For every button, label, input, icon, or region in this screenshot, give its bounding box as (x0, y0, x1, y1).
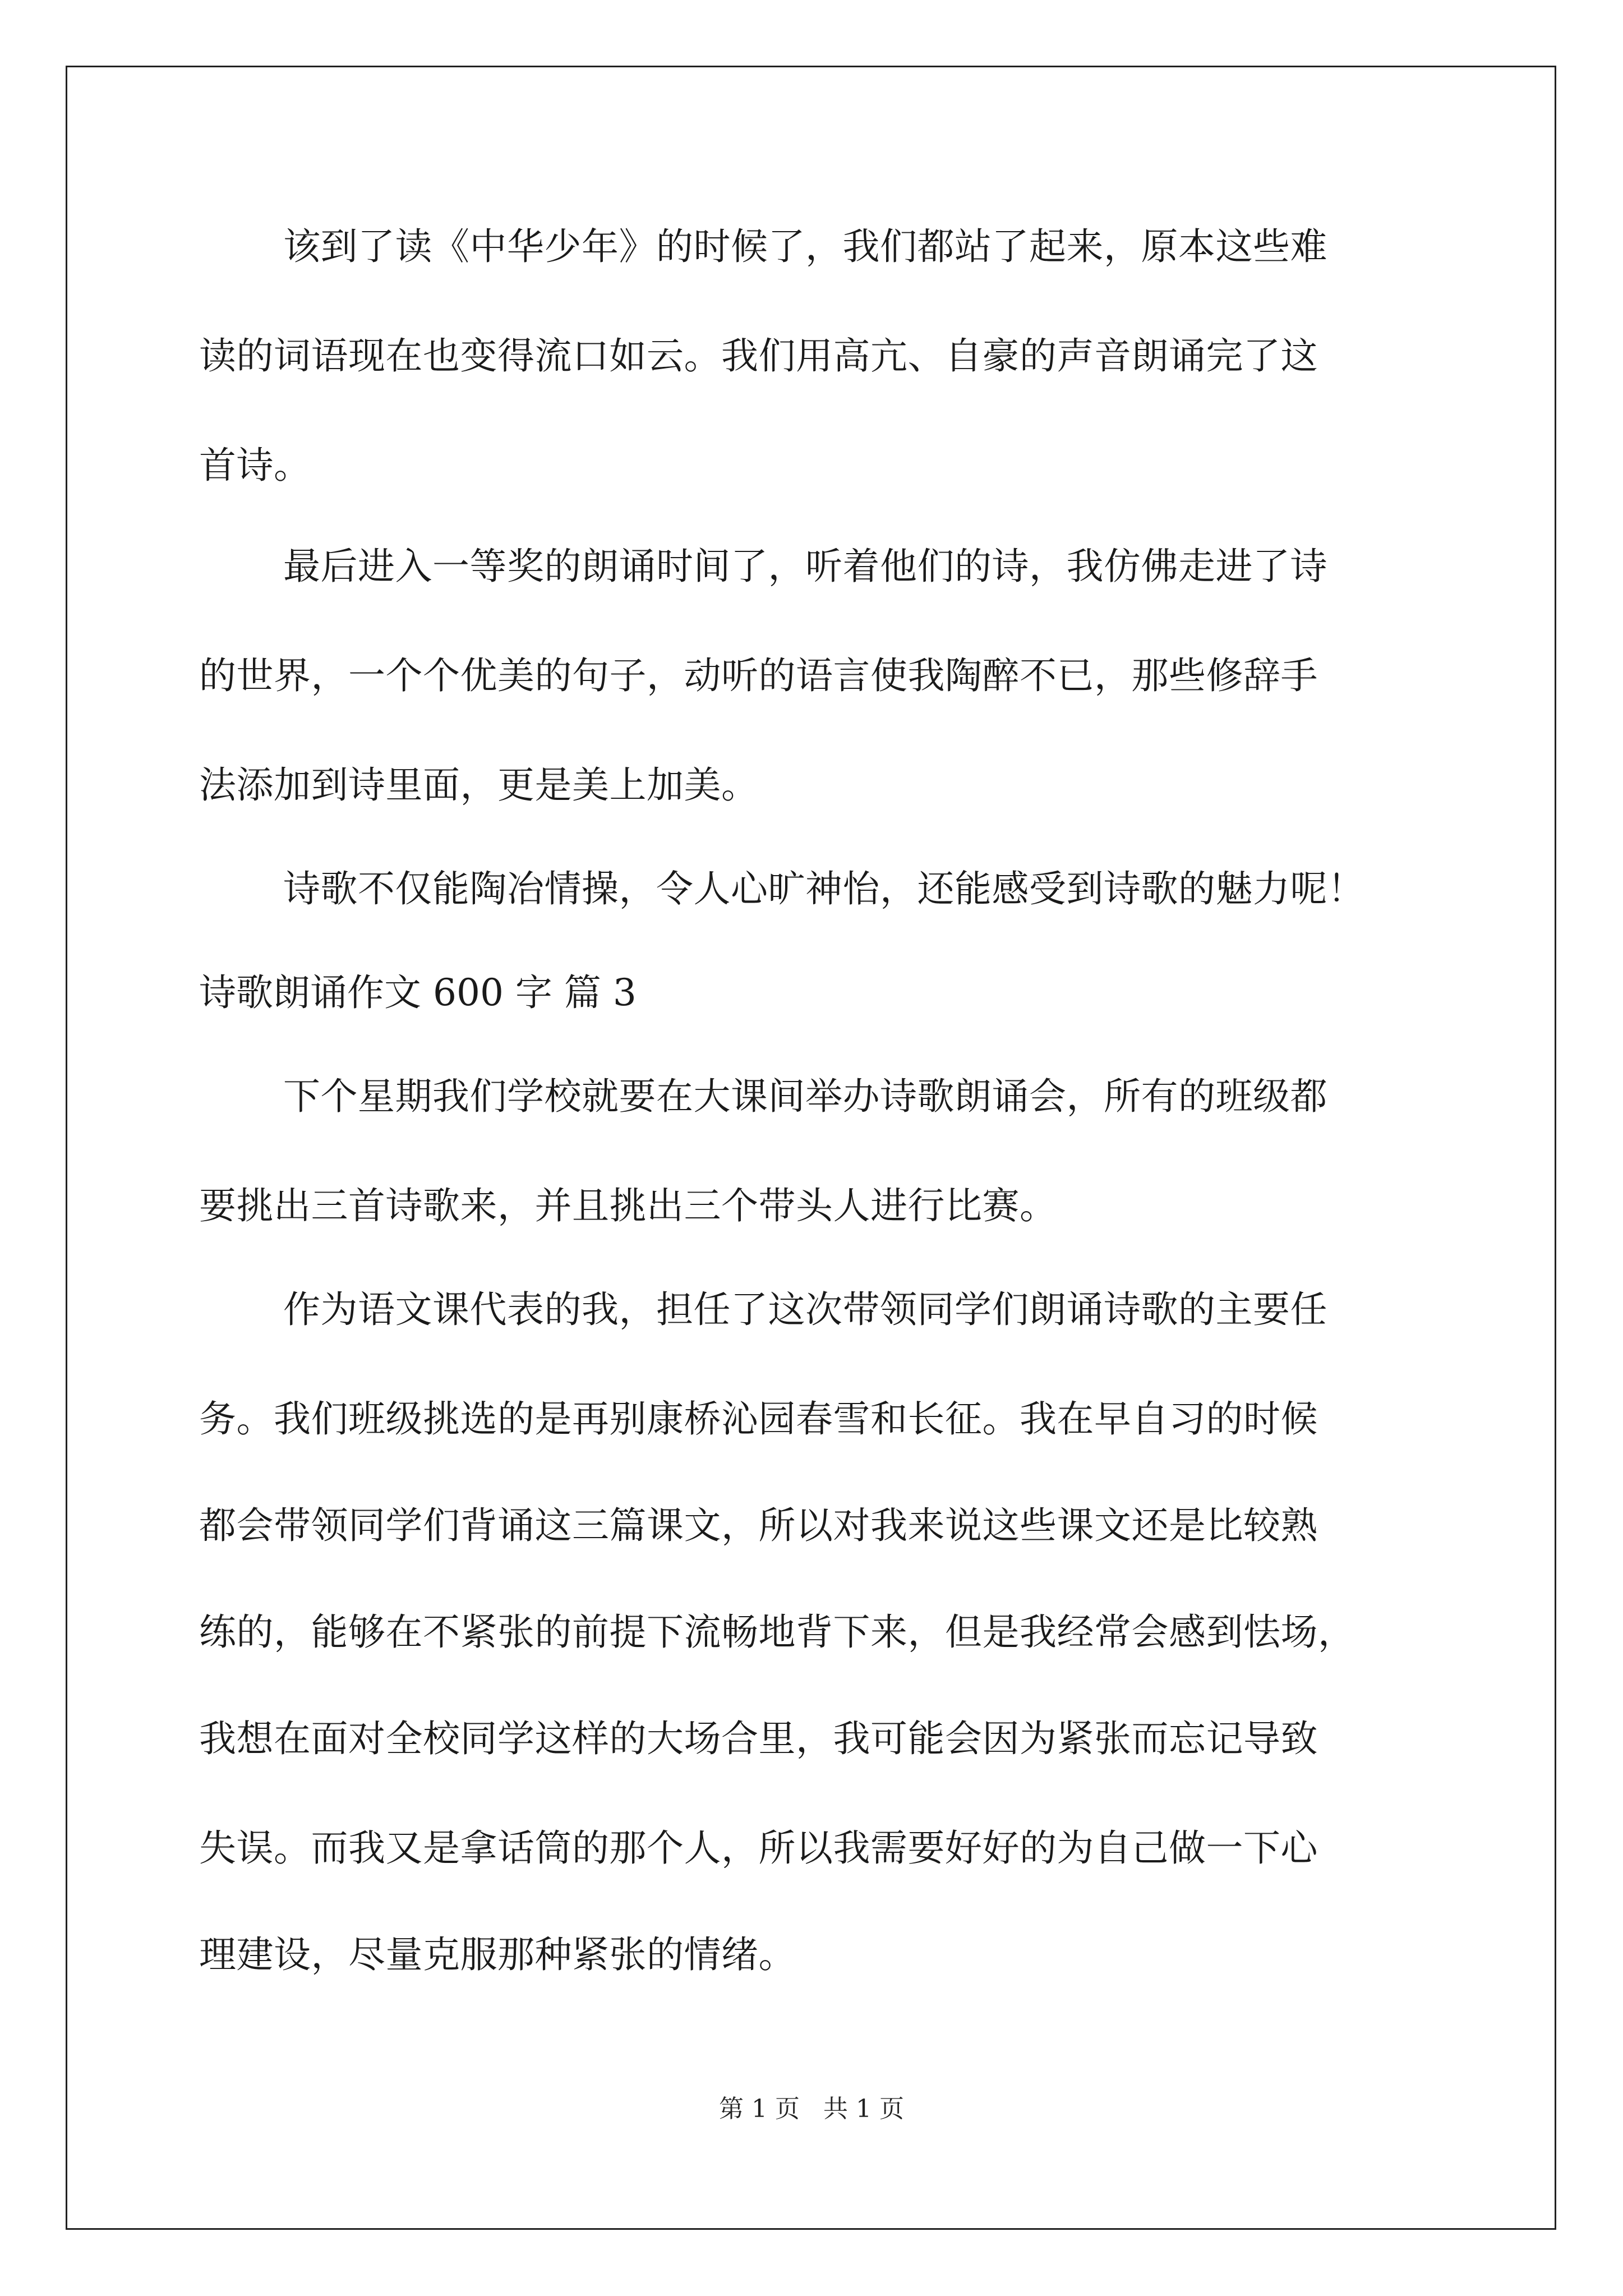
paragraph-line: 作为语文课代表的我，担任了这次带领同学们朗诵诗歌的主要任 (283, 1288, 1327, 1331)
paragraph-line: 要挑出三首诗歌来，并且挑出三个带头人进行比赛。 (199, 1184, 1057, 1227)
paragraph-line: 诗歌不仅能陶冶情操，令人心旷神怡，还能感受到诗歌的魅力呢！ (283, 867, 1365, 910)
paragraph-line: 该到了读《中华少年》的时候了，我们都站了起来，原本这些难 (283, 225, 1327, 268)
paragraph-line: 练的，能够在不紧张的前提下流畅地背下来，但是我经常会感到怯场， (199, 1611, 1355, 1654)
page-footer (0, 2092, 1623, 2126)
paragraph-line: 最后进入一等奖的朗诵时间了，听着他们的诗，我仿佛走进了诗 (283, 545, 1327, 588)
paragraph-line: 务。我们班级挑选的是再别康桥沁园春雪和长征。我在早自习的时候 (199, 1397, 1318, 1441)
section-heading: 诗歌朗诵作文 600 字 篇 3 (199, 971, 637, 1014)
paragraph-line: 的世界，一个个优美的句子，动听的语言使我陶醉不已，那些修辞手 (199, 654, 1318, 697)
page-number-current: 第 1 页 (719, 2095, 800, 2123)
paragraph-line: 都会带领同学们背诵这三篇课文，所以对我来说这些课文还是比较熟 (199, 1504, 1318, 1547)
page-number-total: 共 1 页 (823, 2095, 904, 2123)
paragraph-line: 下个星期我们学校就要在大课间举办诗歌朗诵会，所有的班级都 (283, 1075, 1327, 1118)
paragraph-line: 失误。而我又是拿话筒的那个人，所以我需要好好的为自己做一下心 (199, 1826, 1318, 1870)
paragraph-line: 法添加到诗里面，更是美上加美。 (199, 763, 759, 807)
paragraph-line: 首诗。 (199, 444, 311, 487)
paragraph-line: 理建设，尽量克服那种紧张的情绪。 (199, 1933, 796, 1976)
paragraph-line: 读的词语现在也变得流口如云。我们用高亢、自豪的声音朗诵完了这 (199, 334, 1318, 378)
paragraph-line: 我想在面对全校同学这样的大场合里，我可能会因为紧张而忘记导致 (199, 1717, 1318, 1760)
page-border (66, 66, 1556, 2230)
